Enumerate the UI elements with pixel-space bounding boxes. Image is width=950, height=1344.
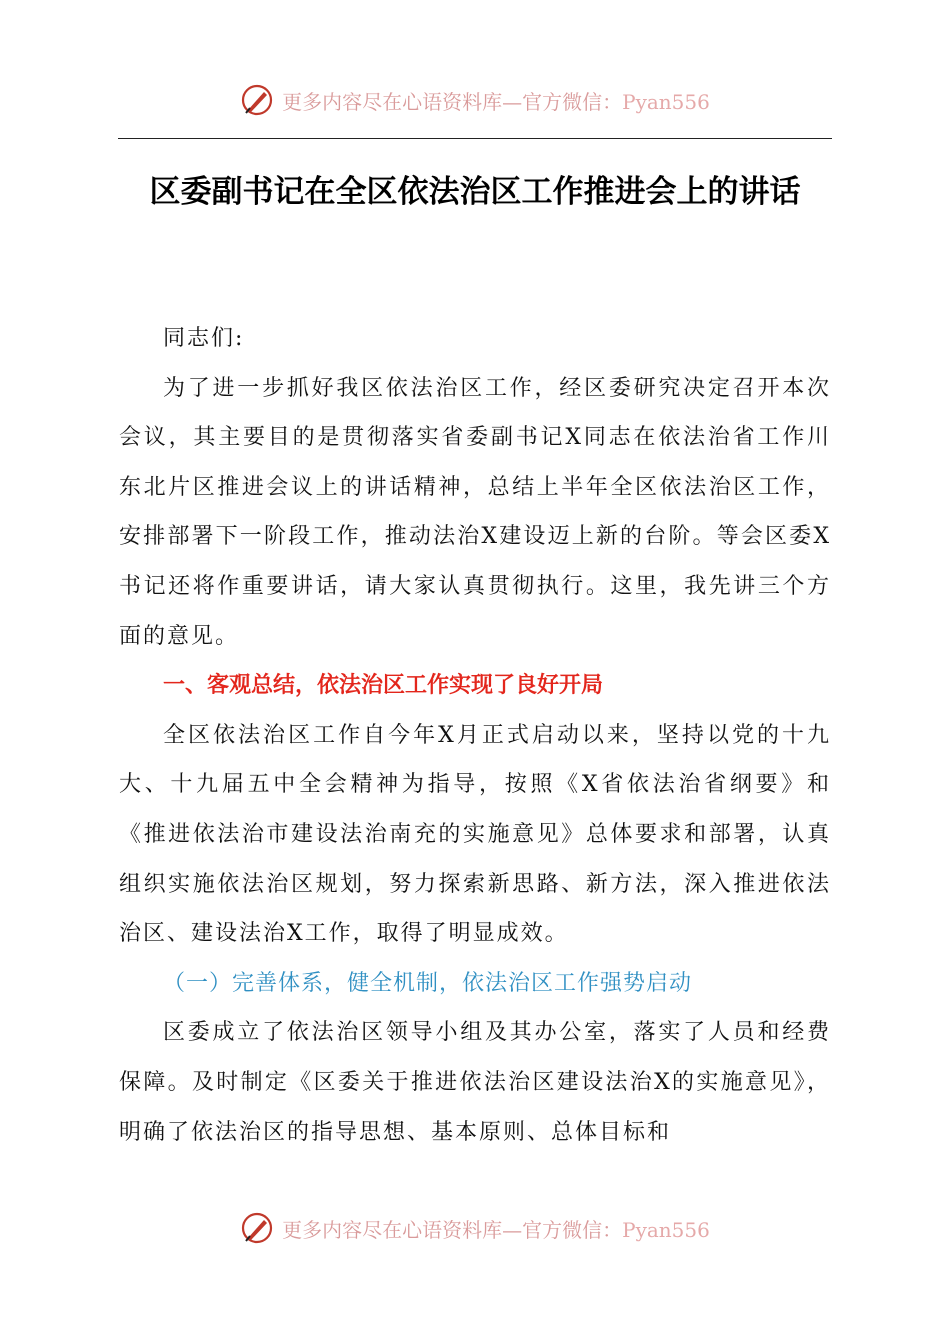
paragraph-intro: 为了进一步抓好我区依法治区工作，经区委研究决定召开本次会议，其主要目的是贯彻落实省委副书记X同志在依法治省工作川东北片区推进会议上的讲话精神，总结上半年全区依法治区工作，安排部署下一阶段工作，推动法治X建设迈上新的台阶。等会区委X书记还将作重要讲话，请大家认真贯彻执行。这里，我先讲三个方面的意见。 bbox=[119, 375, 831, 649]
footer-watermark-banner bbox=[0, 1208, 950, 1248]
watermark-text: 更多内容尽在心语资料库—官方微信：Pyan556 bbox=[282, 89, 710, 114]
header-watermark-banner bbox=[0, 80, 950, 120]
pen-logo-icon bbox=[240, 1211, 274, 1245]
paragraph-summary: 全区依法治区工作自今年X月正式启动以来，坚持以党的十九大、十九届五中全会精神为指导，按照《X省依法治省纲要》和《推进依法治市建设法治南充的实施意见》总体要求和部署，认真组织实施依法治区规划，努力探索新思路、新方法，深入推进依法治区、建设法治X工作，取得了明显成效。 bbox=[119, 722, 831, 947]
greeting: 同志们: bbox=[163, 326, 245, 351]
pen-logo-icon bbox=[240, 83, 274, 117]
watermark-text: 更多内容尽在心语资料库—官方微信：Pyan556 bbox=[282, 1217, 710, 1242]
subsection-heading-1: （一）完善体系，健全机制，依法治区工作强势启动 bbox=[163, 970, 693, 996]
section-heading-1: 一、客观总结，依法治区工作实现了良好开局 bbox=[163, 673, 604, 699]
paragraph-system: 区委成立了依法治区领导小组及其办公室，落实了人员和经费保障。及时制定《区委关于推进依法治区建设法治X的实施意见》，明确了依法治区的指导思想、基本原则、总体目标和 bbox=[119, 1020, 831, 1145]
document-body bbox=[119, 314, 831, 1157]
document-title: 区委副书记在全区依法治区工作推进会上的讲话 bbox=[149, 174, 801, 210]
header-divider bbox=[118, 138, 832, 139]
